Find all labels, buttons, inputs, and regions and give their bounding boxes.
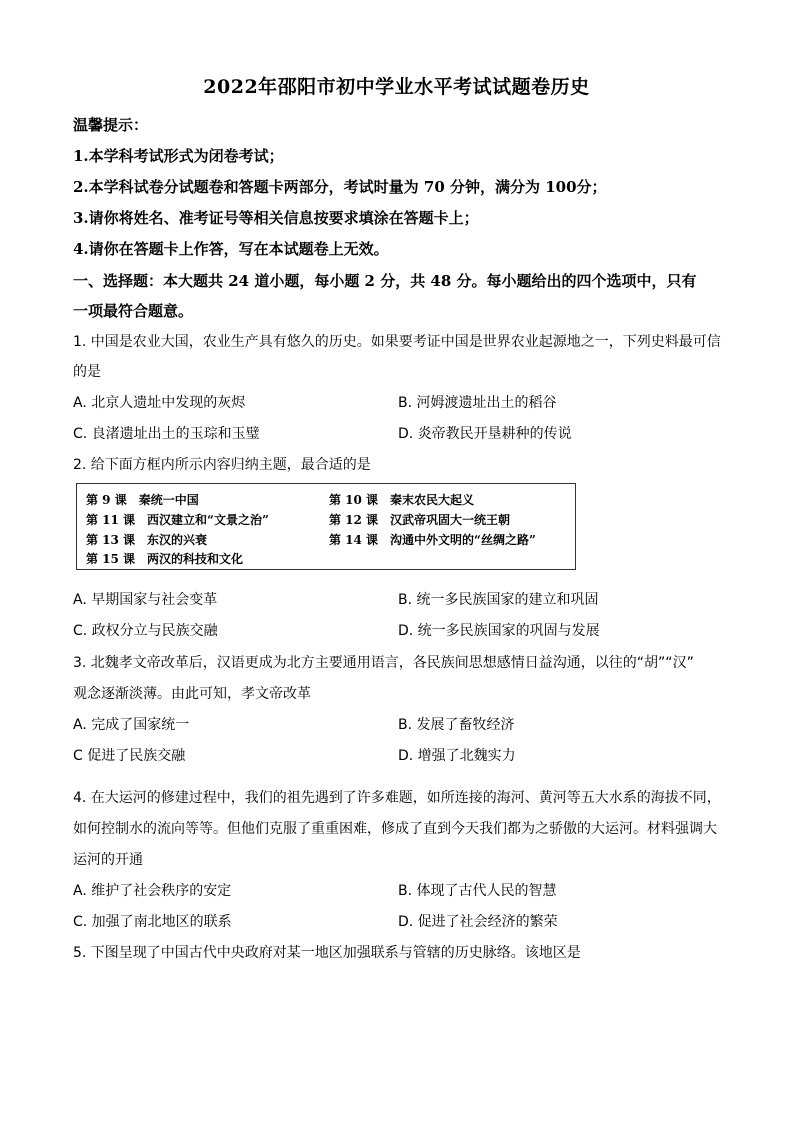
- lesson-entry: 第 12 课 汉武帝巩固大一统王朝: [329, 513, 511, 527]
- lesson-box: [76, 483, 576, 570]
- section-heading: 一、选择题：本大题共 24 道小题，每小题 2 分，共 48 分。每小题给出的四个选项中，只有: [73, 272, 697, 290]
- option-d: D. 促进了社会经济的繁荣: [398, 914, 558, 930]
- lesson-entry: 第 11 课 西汉建立和“文景之治”: [86, 513, 269, 527]
- tip-item: 1.本学科考试形式为闭卷考试；: [73, 147, 284, 165]
- option-b: B. 河姆渡遗址出土的稻谷: [398, 395, 557, 411]
- lesson-entry: 第 14 课 沟通中外文明的“丝绸之路”: [329, 533, 536, 547]
- tip-item: 4.请你在答题卡上作答，写在本试题卷上无效。: [73, 240, 389, 258]
- option-c: C. 加强了南北地区的联系: [73, 914, 232, 930]
- tip-item: 2.本学科试卷分试题卷和答题卡两部分，考试时量为 70 分钟，满分为 100分；: [73, 178, 607, 196]
- question-stem: 观念逐渐淡薄。由此可知，孝文帝改革: [73, 686, 311, 702]
- question-stem: 5. 下图呈现了中国古代中央政府对某一地区加强联系与管辖的历史脉络。该地区是: [73, 945, 581, 961]
- lesson-entry: 第 10 课 秦末农民大起义: [329, 493, 475, 507]
- question-stem: 的是: [73, 364, 101, 380]
- section-heading-cont: 一项最符合题意。: [73, 302, 194, 320]
- option-d: D. 增强了北魏实力: [398, 748, 516, 764]
- lesson-entry: 第 15 课 两汉的科技和文化: [86, 552, 244, 566]
- question-stem: 2. 给下面方框内所示内容归纳主题，最合适的是: [73, 457, 371, 473]
- option-a: A. 维护了社会秩序的安定: [73, 883, 232, 899]
- question-stem: 如何控制水的流向等等。但他们克服了重重困难，修成了直到今天我们都为之骄傲的大运河。材料强调大: [73, 821, 717, 837]
- question-stem: 1. 中国是农业大国，农业生产具有悠久的历史。如果要考证中国是世界农业起源地之一，下列史料最可信: [73, 334, 721, 350]
- lesson-entry: 第 9 课 秦统一中国: [86, 493, 199, 507]
- lesson-entry: 第 13 课 东汉的兴衰: [86, 533, 208, 547]
- option-a: A. 完成了国家统一: [73, 717, 190, 733]
- tip-item: 3.请你将姓名、准考证号等相关信息按要求填涂在答题卡上；: [73, 209, 479, 227]
- question-stem: 运河的开通: [73, 852, 143, 868]
- option-c: C. 良渚遗址出土的玉琮和玉璧: [73, 426, 260, 442]
- option-b: B. 体现了古代人民的智慧: [398, 883, 557, 899]
- option-b: B. 发展了畜牧经济: [398, 717, 515, 733]
- option-c: C. 政权分立与民族交融: [73, 623, 218, 639]
- option-a: A. 北京人遗址中发现的灰烬: [73, 395, 246, 411]
- option-b: B. 统一多民族国家的建立和巩固: [398, 592, 599, 608]
- option-d: D. 统一多民族国家的巩固与发展: [398, 623, 600, 639]
- option-a: A. 早期国家与社会变革: [73, 592, 218, 608]
- page-title: 2022年邵阳市初中学业水平考试试题卷历史: [203, 76, 590, 98]
- option-c: C 促进了民族交融: [73, 748, 186, 764]
- tips-heading: 温馨提示：: [73, 116, 149, 134]
- option-d: D. 炎帝教民开垦耕种的传说: [398, 426, 572, 442]
- question-stem: 4. 在大运河的修建过程中，我们的祖先遇到了许多难题，如所连接的海河、黄河等五大水系的海拔不同，: [73, 790, 721, 806]
- question-stem: 3. 北魏孝文帝改革后，汉语更成为北方主要通用语言，各民族间思想感情日益沟通，以往的“胡”“汉”: [73, 655, 694, 671]
